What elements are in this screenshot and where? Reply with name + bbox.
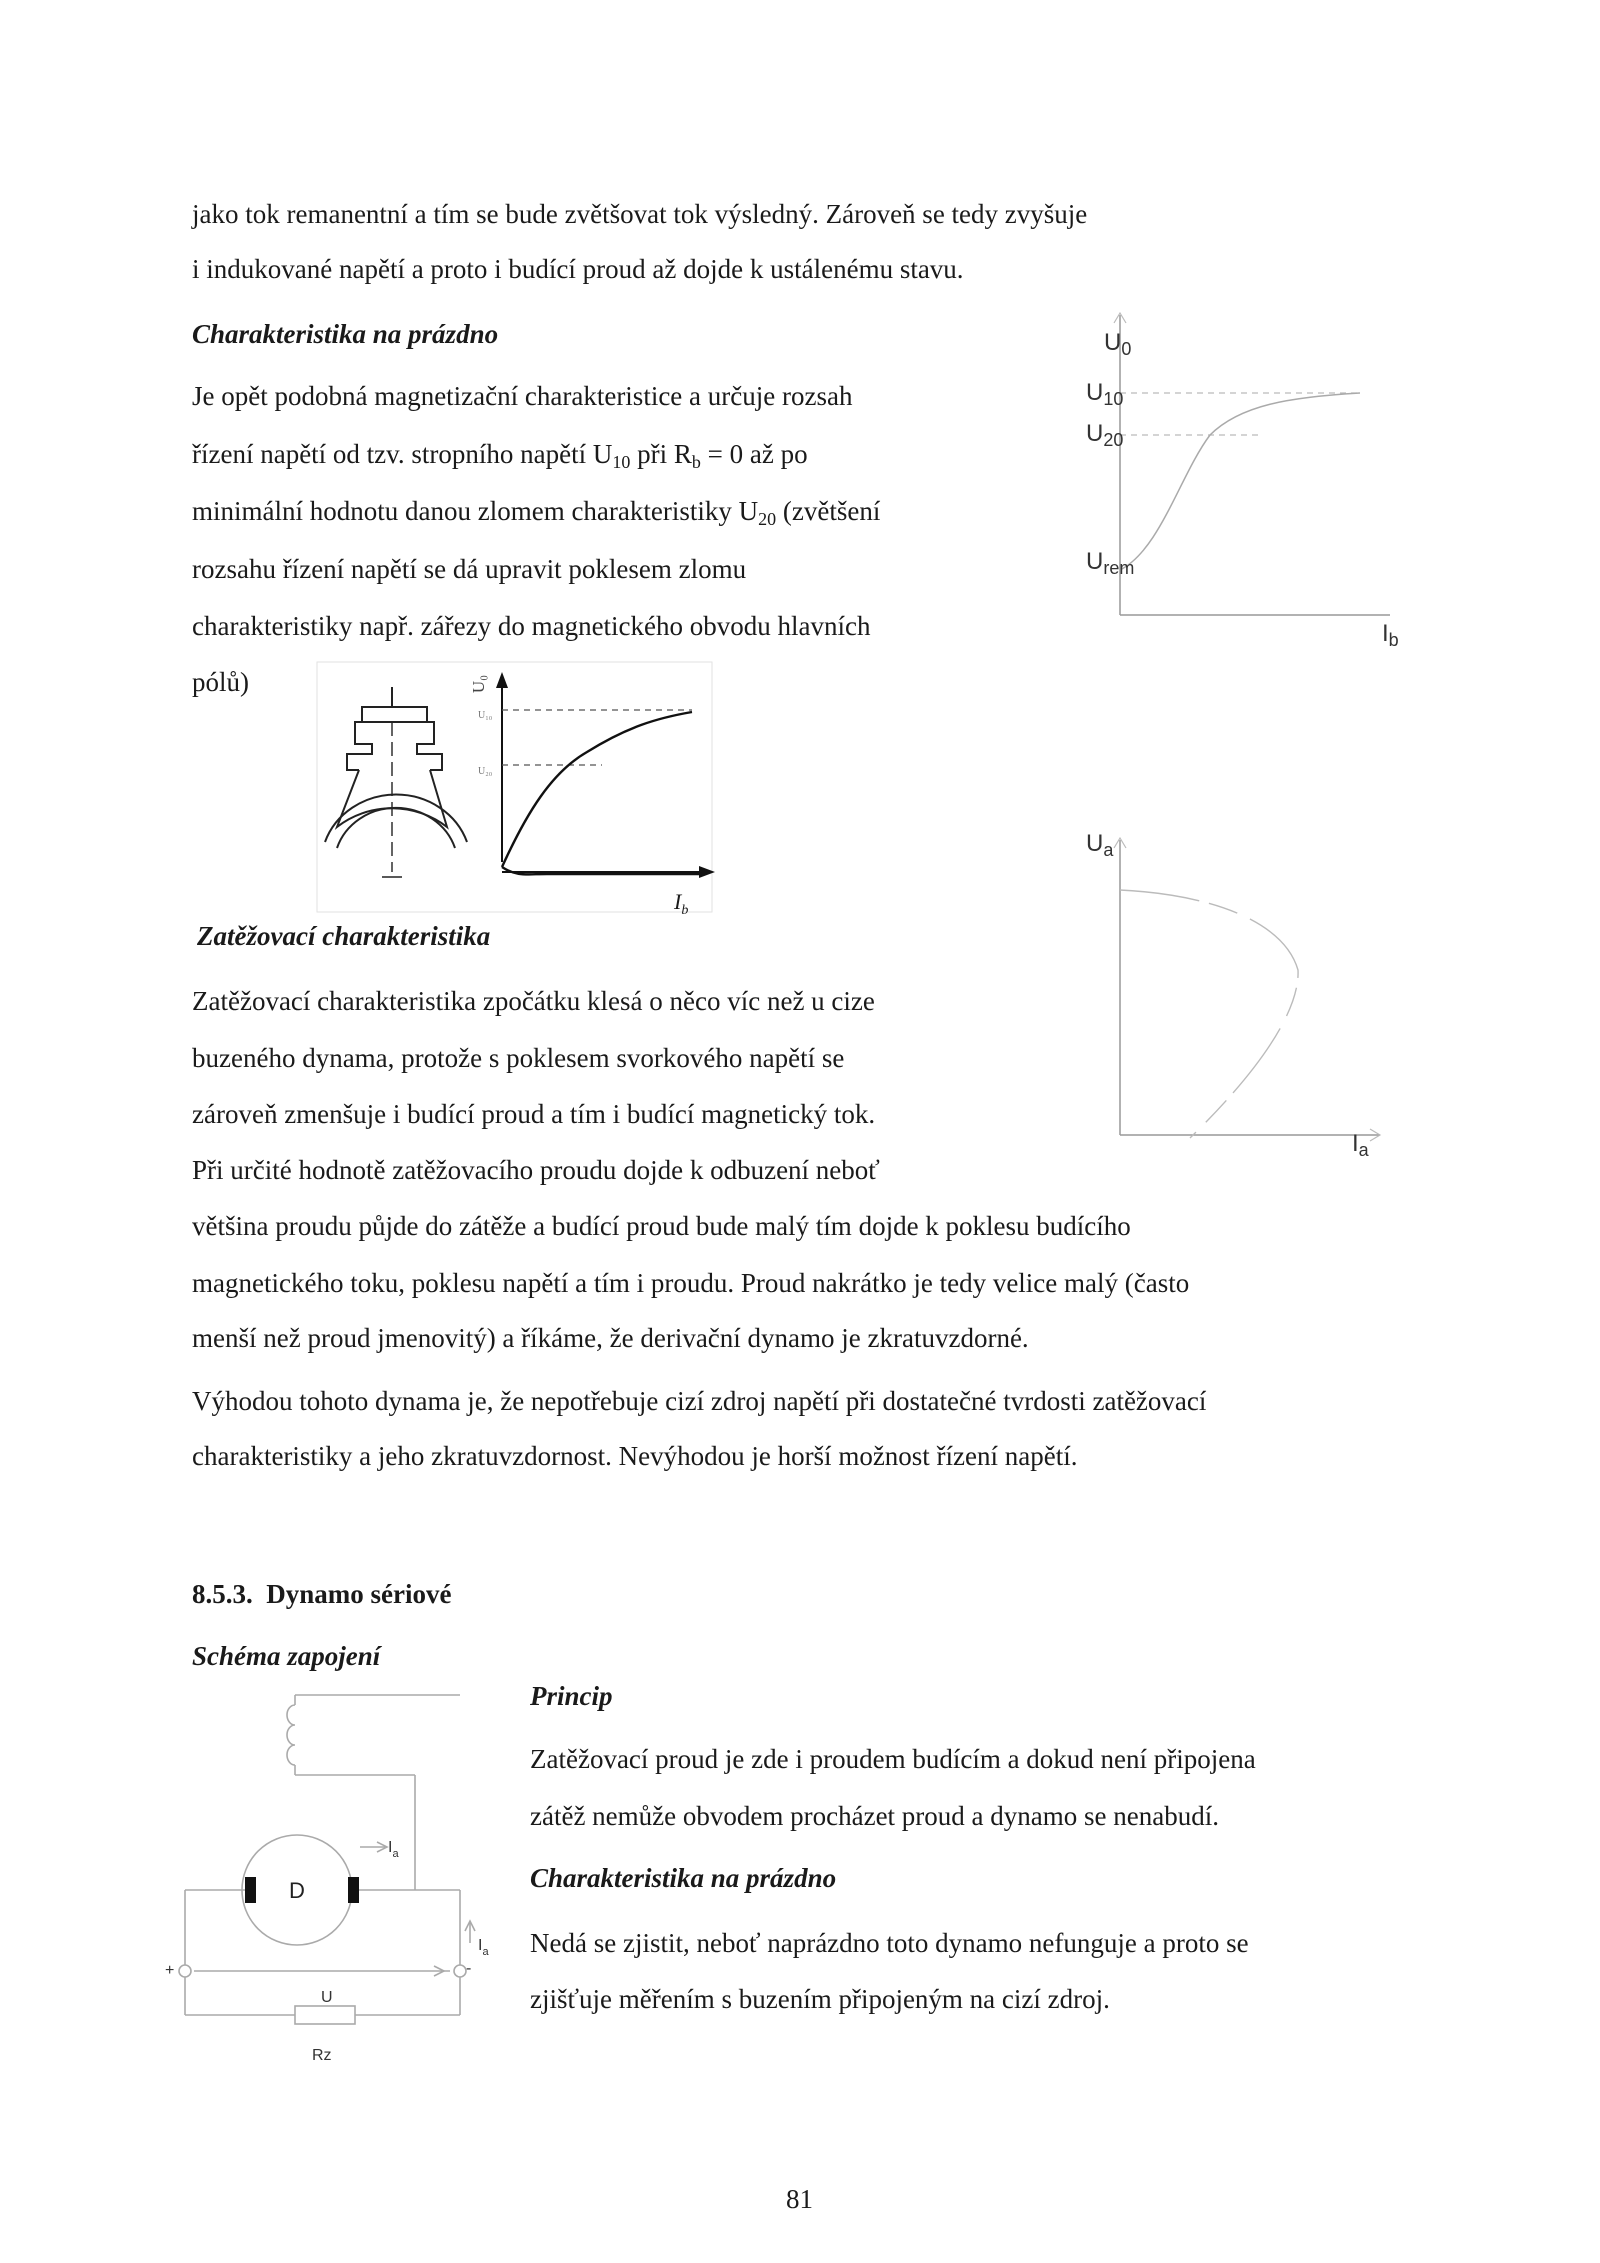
graph1-u10-label: $U_{10}$ — [1086, 379, 1124, 409]
para1-line2: i indukované napětí a proto i budící proud až dojde k ustálenému stavu. — [192, 254, 964, 284]
load-line4: Při určité hodnotě zatěžovacího proudu dojde k odbuzení neboť — [192, 1155, 880, 1185]
noload-line4: rozsahu řízení napětí se dá upravit poklesem zlomu — [192, 554, 747, 584]
pole-figure — [317, 662, 712, 912]
noload-line5: charakteristiky např. zářezy do magnetického obvodu hlavních — [192, 611, 871, 641]
graph2-ia-label: $I_a$ — [1352, 1130, 1369, 1160]
graph1-u0-label: $U_0$ — [1104, 329, 1132, 359]
principle-heading: Princip — [530, 1681, 613, 1711]
pole-figure-u10: U₁₀ — [478, 710, 493, 721]
circuit-ia-side: $I_a$ — [478, 1937, 489, 1958]
para1-line1: jako tok remanentní a tím se bude zvětšovat tok výsledný. Zároveň se tedy zvyšuje — [192, 199, 1088, 229]
scheme-heading: Schéma zapojení — [192, 1641, 381, 1671]
circuit-plus: + — [165, 1962, 175, 1979]
noload-line1: Je opět podobná magnetizační charakteristice a určuje rozsah — [192, 381, 853, 411]
noload-line6: pólů) — [192, 667, 249, 697]
circuit-minus: - — [466, 1960, 472, 1977]
advantage-line2: charakteristiky a jeho zkratuvzdornost. Nevýhodou je horší možnost řízení napětí. — [192, 1441, 1078, 1471]
circuit-dynamo-label: D — [289, 1878, 305, 1903]
circuit-diagram — [160, 1675, 500, 2085]
advantage-line1: Výhodou tohoto dynama je, že nepotřebuje cizí zdroj napětí při dostatečné tvrdosti zatěžovací — [192, 1386, 1207, 1416]
circuit-ia-top: $I_a$ — [388, 1839, 399, 1860]
load-heading: Zatěžovací charakteristika — [197, 921, 491, 951]
principle-line2: zátěž nemůže obvodem procházet proud a dynamo se nenabudí. — [530, 1801, 1219, 1831]
graph1-u20-label: $U_{20}$ — [1086, 420, 1124, 450]
circuit-rz-label: Rz — [312, 2047, 332, 2064]
principle-line1: Zatěžovací proud je zde i proudem budícím a dokud není připojena — [530, 1744, 1256, 1774]
load-line3: zároveň zmenšuje i budící proud a tím i budící magnetický tok. — [192, 1099, 876, 1129]
graph2-ua-label: $U_a$ — [1086, 830, 1114, 860]
principle-line4: zjišťuje měřením s buzením připojeným na cizí zdroj. — [530, 1984, 1110, 2014]
noload-line2: řízení napětí od tzv. stropního napětí $U_{10}$ při $R_b = 0$ až po — [192, 439, 808, 472]
graph1-ib-label: $I_b$ — [1382, 620, 1399, 650]
section-heading: 8.5.3. Dynamo sériové — [192, 1579, 452, 1609]
load-line2: buzeného dynama, protože s poklesem svorkového napětí se — [192, 1043, 845, 1073]
principle-line3: Nedá se zjistit, neboť naprázdno toto dynamo nefunguje a proto se — [530, 1928, 1249, 1958]
principle-heading2: Charakteristika na prázdno — [530, 1863, 837, 1893]
noload-line3: minimální hodnotu danou zlomem charakteristiky $U_{20}$ (zvětšení — [192, 496, 881, 529]
pole-figure-ib-label: $I_b$ — [674, 889, 689, 918]
page-number: 81 — [786, 2184, 813, 2214]
graph1-urem-label: $U_{rem}$ — [1086, 548, 1135, 578]
circuit-u-label: U — [321, 1989, 333, 2006]
load-line7: menší než proud jmenovitý) a říkáme, že derivační dynamo je zkratuvzdorné. — [192, 1323, 1029, 1353]
load-graph — [1060, 820, 1400, 1150]
pole-figure-u20: U₂₀ — [478, 766, 493, 777]
load-line5: většina proudu půjde do zátěže a budící proud bude malý tím dojde k poklesu budícího — [192, 1211, 1131, 1241]
load-line6: magnetického toku, poklesu napětí a tím i proudu. Proud nakrátko je tedy velice malý (často — [192, 1268, 1190, 1298]
pole-figure-y-label: U₀ — [469, 674, 489, 694]
load-line1: Zatěžovací charakteristika zpočátku klesá o něco víc než u cize — [192, 986, 875, 1016]
noload-heading: Charakteristika na prázdno — [192, 319, 499, 349]
